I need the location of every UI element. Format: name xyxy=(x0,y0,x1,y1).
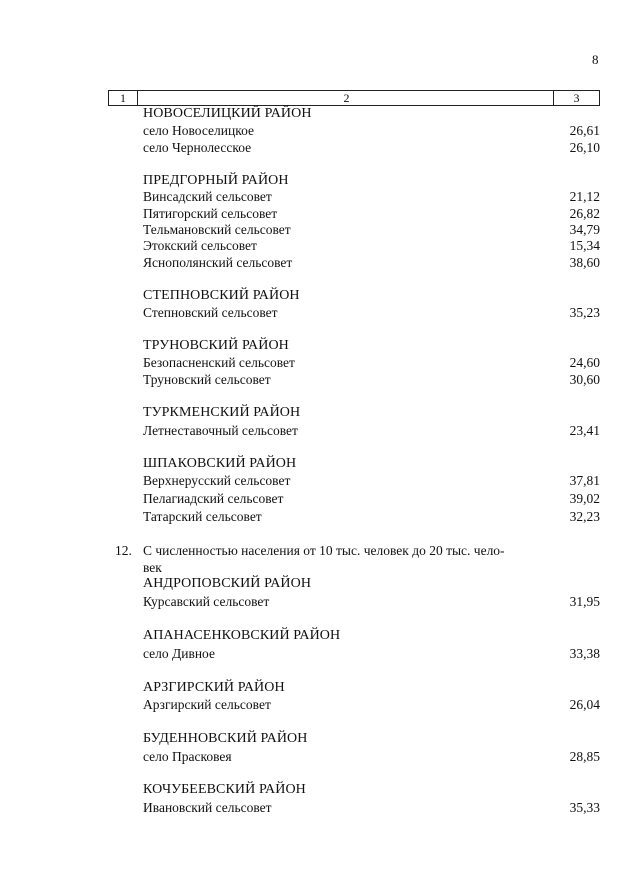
settlement-name: Безопасненский сельсовет xyxy=(143,355,295,370)
settlement-value: 26,61 xyxy=(569,123,600,138)
settlement-value: 32,23 xyxy=(569,509,600,524)
settlement-name: Пелагиадский сельсовет xyxy=(143,491,284,506)
settlement-name: Тельмановский сельсовет xyxy=(143,222,291,237)
page-number: 8 xyxy=(592,52,599,67)
settlement-name: село Новоселицкое xyxy=(143,123,254,138)
settlement-name: Верхнерусский сельсовет xyxy=(143,473,291,488)
settlement-name: Курсавский сельсовет xyxy=(143,594,270,609)
settlement-name: Винсадский сельсовет xyxy=(143,189,272,204)
settlement-name: Яснополянский сельсовет xyxy=(143,255,293,270)
settlement-name: Летнеставочный сельсовет xyxy=(143,423,298,438)
settlement-value: 35,23 xyxy=(569,305,600,320)
settlement-name: Татарский сельсовет xyxy=(143,509,262,524)
district-heading: ТУРКМЕНСКИЙ РАЙОН xyxy=(143,405,301,420)
settlement-name: Этокский сельсовет xyxy=(143,238,257,253)
settlement-name: село Дивное xyxy=(143,646,215,661)
district-heading: АПАНАСЕНКОВСКИЙ РАЙОН xyxy=(143,628,341,643)
settlement-value: 28,85 xyxy=(569,749,600,764)
settlement-value: 21,12 xyxy=(569,189,600,204)
district-heading: ПРЕДГОРНЫЙ РАЙОН xyxy=(143,173,289,188)
section-title-continued: век xyxy=(143,560,162,575)
settlement-name: Арзгирский сельсовет xyxy=(143,697,271,712)
settlement-value: 24,60 xyxy=(569,355,600,370)
settlement-value: 23,41 xyxy=(569,423,600,438)
settlement-value: 30,60 xyxy=(569,372,600,387)
section-title: С численностью населения от 10 тыс. человек до 20 тыс. чело- xyxy=(143,543,505,558)
district-heading: НОВОСЕЛИЦКИЙ РАЙОН xyxy=(143,106,312,121)
table-header xyxy=(108,90,600,106)
settlement-value: 34,79 xyxy=(569,222,600,237)
district-heading: ШПАКОВСКИЙ РАЙОН xyxy=(143,456,297,471)
header-col-2: 2 xyxy=(343,91,350,105)
district-heading: КОЧУБЕЕВСКИЙ РАЙОН xyxy=(143,782,306,797)
settlement-name: Ивановский сельсовет xyxy=(143,800,272,815)
settlement-value: 26,10 xyxy=(569,140,600,155)
settlement-value: 37,81 xyxy=(569,473,600,488)
settlement-name: Пятигорский сельсовет xyxy=(143,206,278,221)
district-heading: СТЕПНОВСКИЙ РАЙОН xyxy=(143,288,300,303)
header-col-3: 3 xyxy=(553,91,599,105)
settlement-value: 15,34 xyxy=(569,238,600,253)
settlement-name: Труновский сельсовет xyxy=(143,372,271,387)
settlement-name: Степновский сельсовет xyxy=(143,305,278,320)
settlement-value: 39,02 xyxy=(569,491,600,506)
settlement-value: 38,60 xyxy=(569,255,600,270)
settlement-value: 33,38 xyxy=(569,646,600,661)
section-number: 12. xyxy=(115,543,132,558)
settlement-name: село Прасковея xyxy=(143,749,232,764)
settlement-value: 35,33 xyxy=(569,800,600,815)
settlement-value: 26,82 xyxy=(569,206,600,221)
district-heading: АРЗГИРСКИЙ РАЙОН xyxy=(143,680,285,695)
settlement-value: 26,04 xyxy=(569,697,600,712)
settlement-value: 31,95 xyxy=(569,594,600,609)
header-col-1: 1 xyxy=(109,91,138,105)
settlement-name: село Чернолесское xyxy=(143,140,252,155)
district-heading: БУДЕННОВСКИЙ РАЙОН xyxy=(143,731,308,746)
district-heading: ТРУНОВСКИЙ РАЙОН xyxy=(143,338,289,353)
district-heading: АНДРОПОВСКИЙ РАЙОН xyxy=(143,576,312,591)
